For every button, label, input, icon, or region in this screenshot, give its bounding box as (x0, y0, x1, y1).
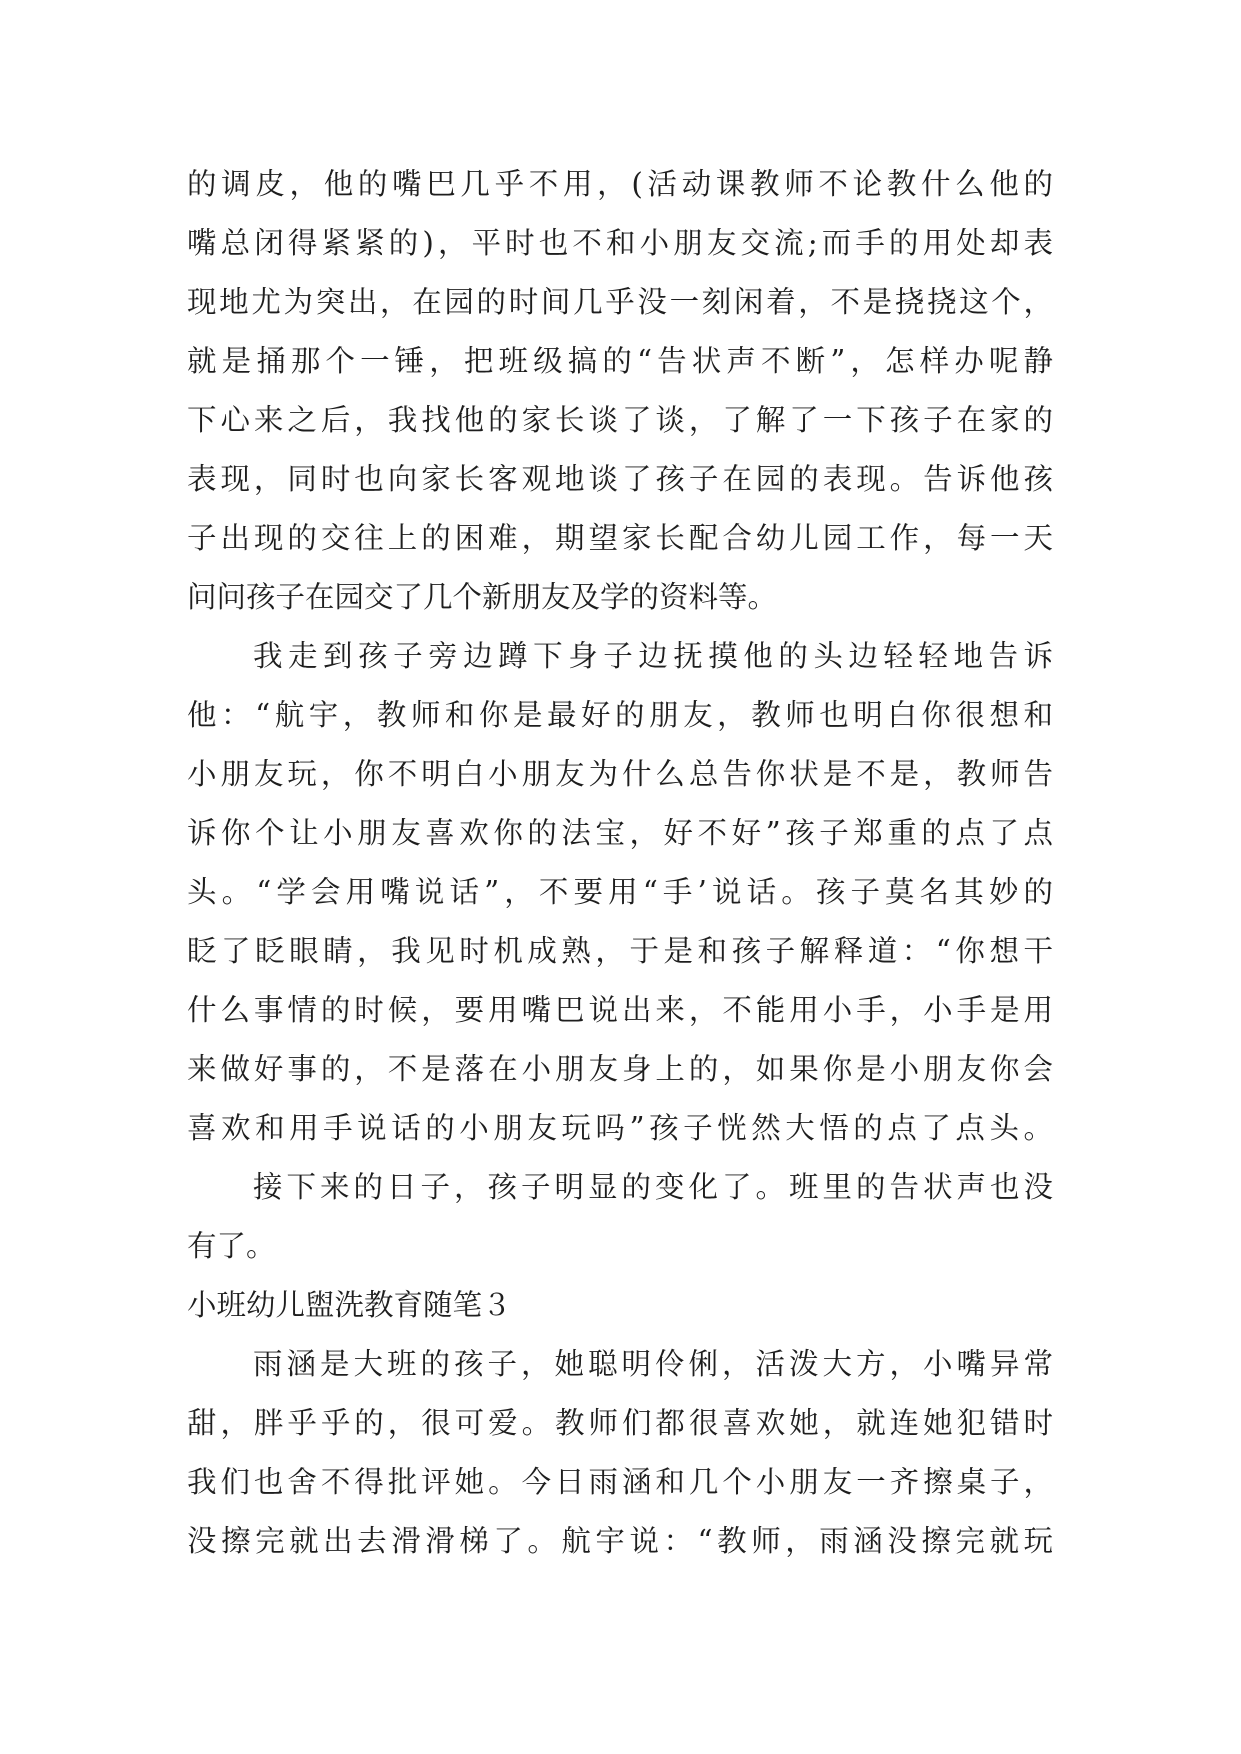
text-line: 子出现的交往上的困难，期望家长配合幼儿园工作，每一天 (187, 521, 1053, 555)
section-heading: 小班幼儿盥洗教育随笔３ (187, 1288, 512, 1322)
text-line: 喜欢和用手说话的小朋友玩吗”孩子恍然大悟的点了点头。 (187, 1111, 1053, 1145)
text-line: 接下来的日子，孩子明显的变化了。班里的告状声也没 (253, 1170, 1053, 1204)
paragraph (187, 1335, 1053, 1571)
text-line: 现地尤为突出，在园的时间几乎没一刻闲着，不是挠挠这个， (187, 285, 1053, 319)
paragraph (187, 627, 1053, 1158)
document-body (187, 155, 1053, 1571)
text-line: 就是捅那个一锤，把班级搞的“告状声不断”，怎样办呢静 (187, 344, 1053, 378)
text-line: 甜，胖乎乎的，很可爱。教师们都很喜欢她，就连她犯错时 (187, 1406, 1053, 1440)
text-line: 什么事情的时候，要用嘴巴说出来，不能用小手，小手是用 (187, 993, 1053, 1027)
text-line: 有了。 (187, 1229, 276, 1263)
text-line: 下心来之后，我找他的家长谈了谈，了解了一下孩子在家的 (187, 403, 1053, 437)
text-line: 我们也舍不得批评她。今日雨涵和几个小朋友一齐擦桌子， (187, 1465, 1053, 1499)
text-line: 表现，同时也向家长客观地谈了孩子在园的表现。告诉他孩 (187, 462, 1053, 496)
text-line: 他：“航宇，教师和你是最好的朋友，教师也明白你很想和 (187, 698, 1053, 732)
text-line: 诉你个让小朋友喜欢你的法宝，好不好”孩子郑重的点了点 (187, 816, 1053, 850)
text-line: 没擦完就出去滑滑梯了。航宇说：“教师，雨涵没擦完就玩 (187, 1524, 1053, 1558)
text-line: 嘴总闭得紧紧的)，平时也不和小朋友交流;而手的用处却表 (187, 226, 1053, 260)
text-line: 眨了眨眼睛，我见时机成熟，于是和孩子解释道：“你想干 (187, 934, 1053, 968)
text-line: 我走到孩子旁边蹲下身子边抚摸他的头边轻轻地告诉 (253, 639, 1053, 673)
text-line: 头。“学会用嘴说话”，不要用“手’说话。孩子莫名其妙的 (187, 875, 1053, 909)
text-line: 的调皮，他的嘴巴几乎不用，(活动课教师不论教什么他的 (187, 167, 1053, 201)
text-line: 问问孩子在园交了几个新朋友及学的资料等。 (187, 580, 778, 614)
text-line: 小朋友玩，你不明白小朋友为什么总告你状是不是，教师告 (187, 757, 1053, 791)
text-line: 雨涵是大班的孩子，她聪明伶俐，活泼大方，小嘴异常 (253, 1347, 1053, 1381)
paragraph (187, 155, 1053, 627)
paragraph (187, 1158, 1053, 1276)
text-line: 来做好事的，不是落在小朋友身上的，如果你是小朋友你会 (187, 1052, 1053, 1086)
